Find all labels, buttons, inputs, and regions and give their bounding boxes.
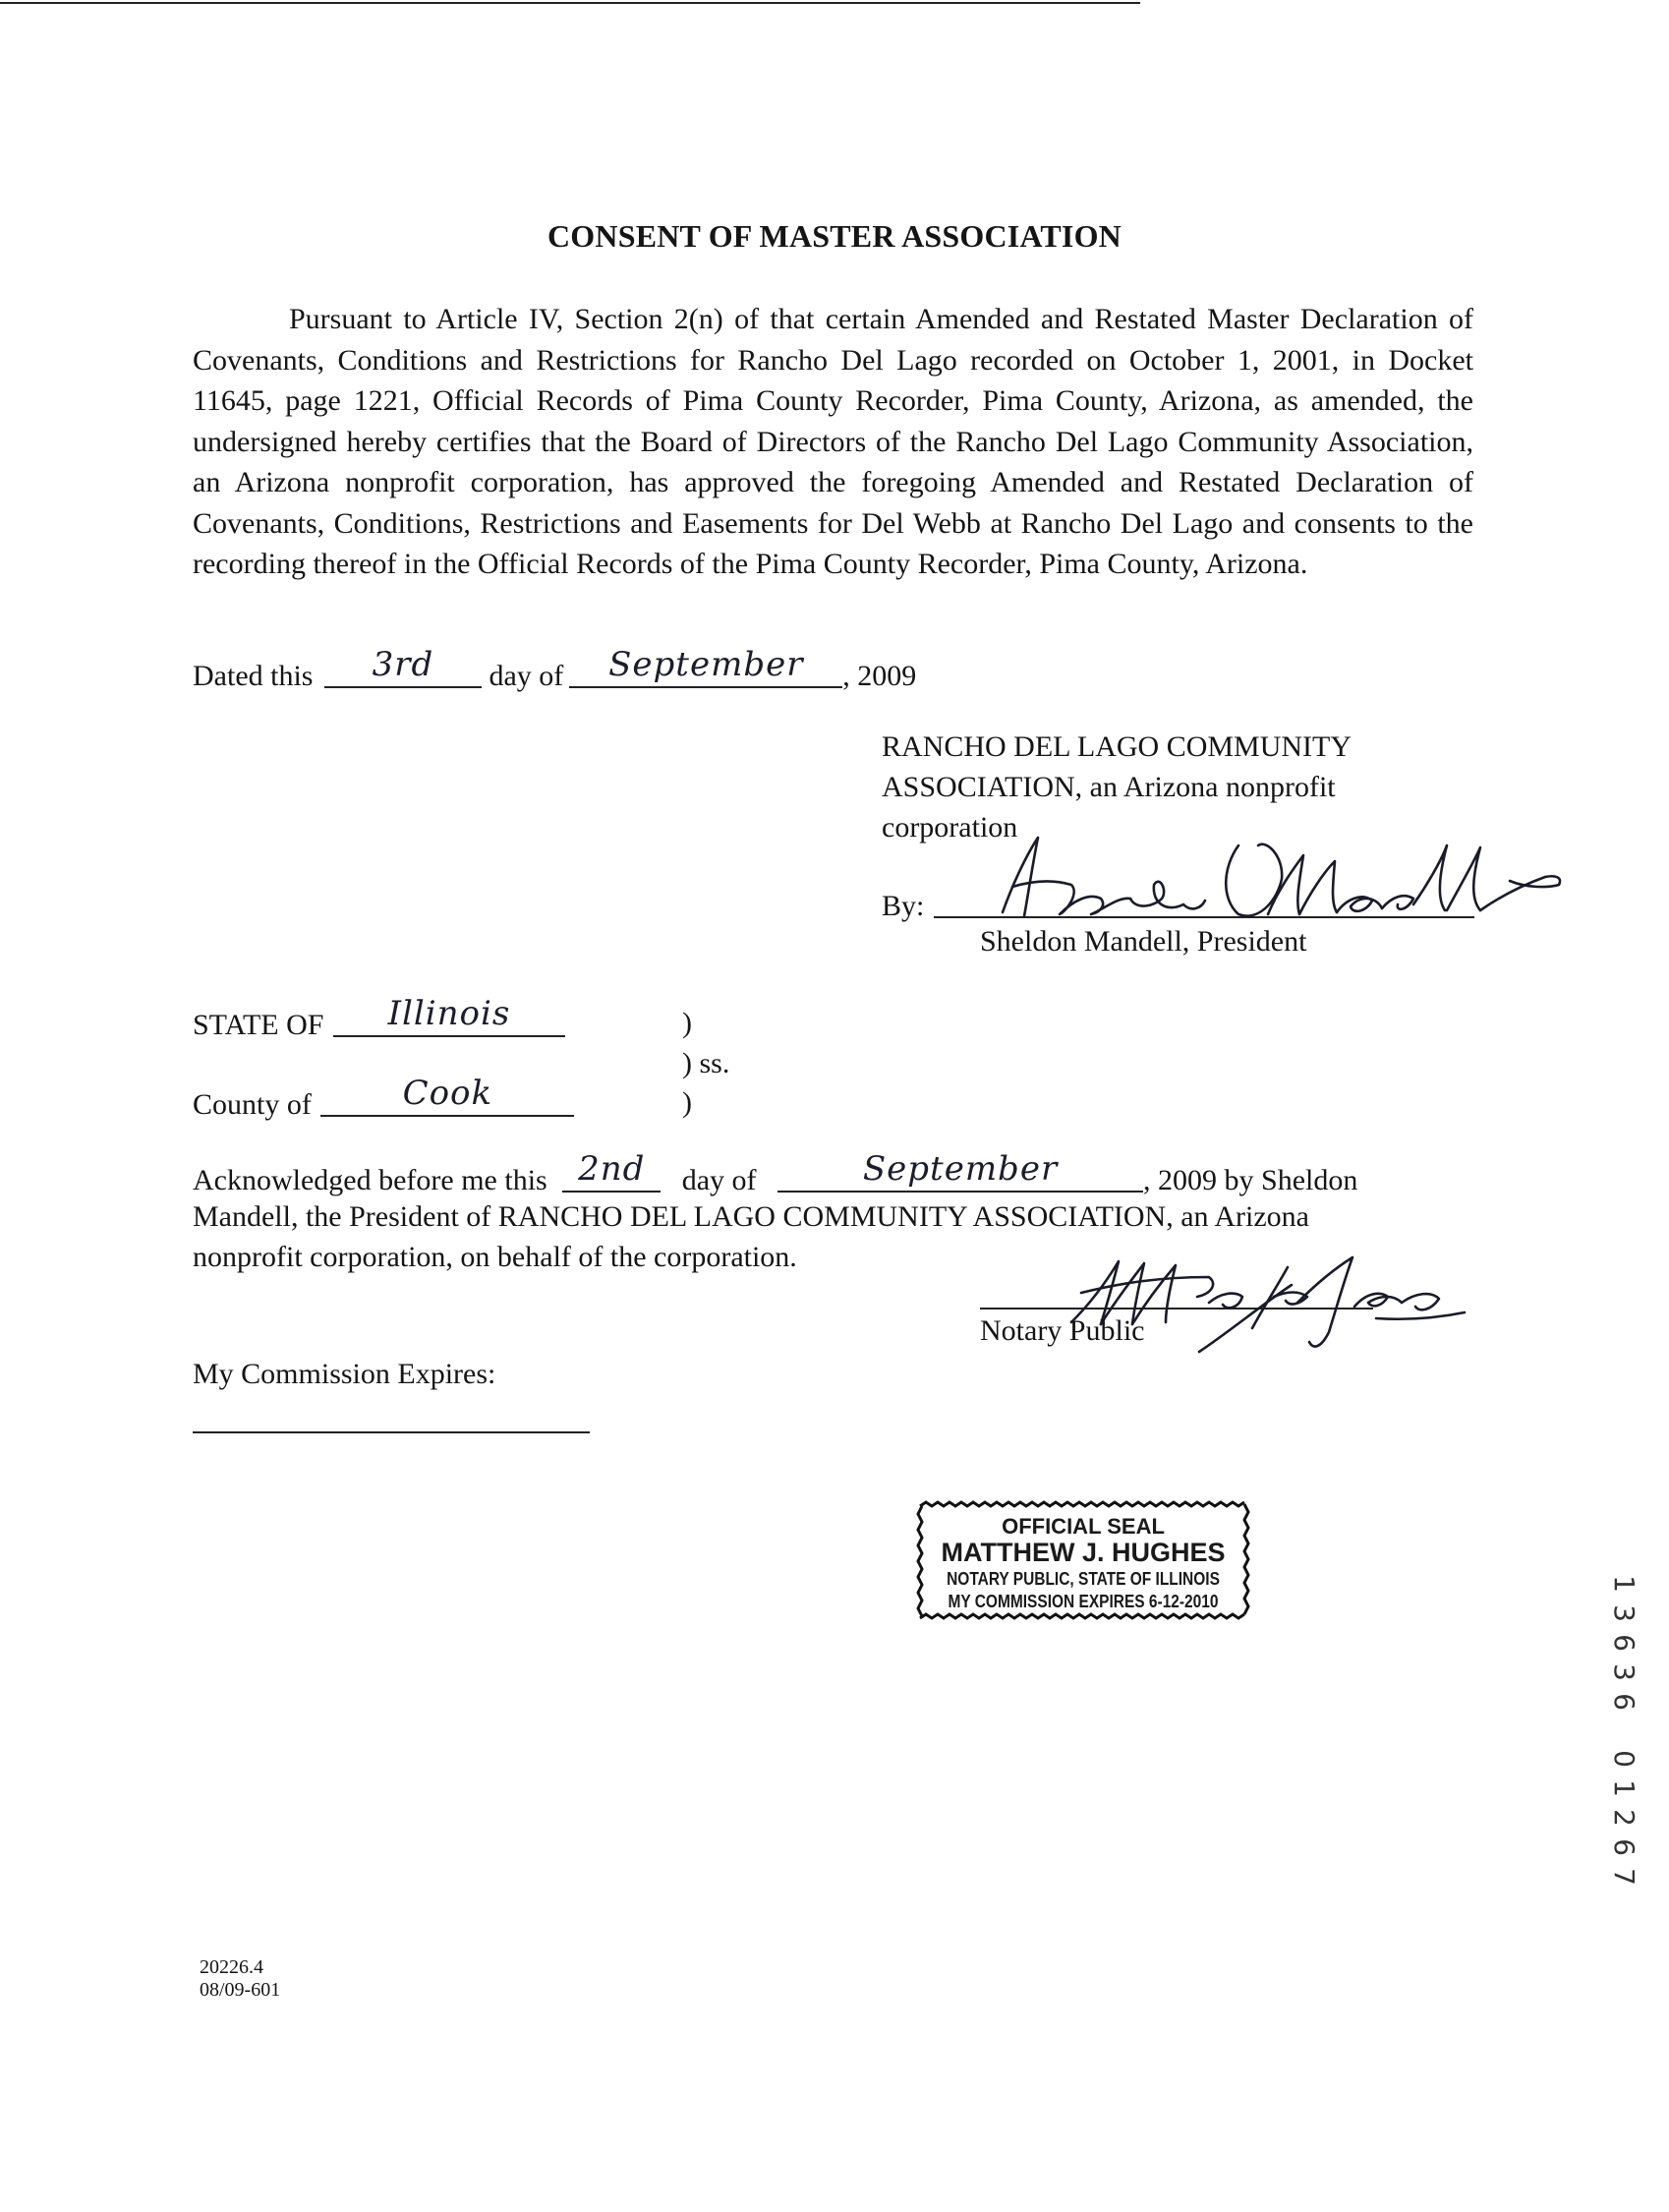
recording-digit: 6 xyxy=(1608,1634,1640,1652)
seal-line-name: MATTHEW J. HUGHES xyxy=(941,1538,1226,1567)
ack-month-blank xyxy=(777,1149,1143,1193)
seal-line-expires: MY COMMISSION EXPIRES 6-12-2010 xyxy=(948,1592,1219,1611)
recording-digit: 0 xyxy=(1608,1750,1640,1768)
signer-name-title: Sheldon Mandell, President xyxy=(980,925,1307,958)
state-line xyxy=(193,994,565,1043)
venue-paren-1: ) xyxy=(682,1007,692,1039)
recording-digit: 7 xyxy=(1608,1868,1640,1886)
state-handwritten: Illinois xyxy=(387,994,511,1033)
top-scan-rule xyxy=(0,2,1140,4)
ack-day-blank xyxy=(562,1149,661,1193)
ack-middle: day of xyxy=(681,1164,757,1196)
recording-digit: 3 xyxy=(1608,1604,1640,1622)
association-line-1: RANCHO DEL LAGO COMMUNITY xyxy=(882,730,1352,763)
state-label: STATE OF xyxy=(193,1009,324,1041)
president-signature xyxy=(944,816,1573,934)
dated-month-handwritten: September xyxy=(608,645,804,684)
county-blank xyxy=(320,1074,574,1117)
county-label: County of xyxy=(193,1088,312,1121)
ack-line-1 xyxy=(193,1149,1473,1198)
recording-digit: 6 xyxy=(1608,1838,1640,1856)
venue-paren-3: ) xyxy=(682,1086,692,1119)
association-line-2: ASSOCIATION, an Arizona nonprofit xyxy=(882,771,1336,803)
ack-day-handwritten: 2nd xyxy=(578,1149,646,1189)
dated-day-blank xyxy=(324,645,482,688)
consent-paragraph: Pursuant to Article IV, Section 2(n) of that certain Amended and Restated Master Declaration of Covenants, Conditions and Restrictions for Rancho Del Lago recorded on October 1, 2001, in Docket 11645, page 1221, Official Records of Pima County Recorder, Pima County, Arizona, as amended, the undersigned hereby certifies that the Board of Directors of the Rancho Del Lago Community Association, an Arizona nonprofit corporation, has approved the foregoing Amended and Restated Declaration of Covenants, Conditions, Restrictions and Easements for Del Webb at Rancho Del Lago and consents to the recording thereof in the Official Records of the Pima County Recorder, Pima County, Arizona. xyxy=(193,303,1473,580)
footer-code-2: 08/09-601 xyxy=(200,1979,281,2001)
dated-prefix: Dated this xyxy=(193,660,314,692)
commission-blank xyxy=(193,1431,590,1433)
dated-middle: day of xyxy=(489,660,564,692)
recording-digit: 6 xyxy=(1608,1693,1640,1711)
venue-paren-ss: ) ss. xyxy=(682,1047,730,1079)
dated-month-blank xyxy=(569,645,842,688)
footer-code-1: 20226.4 xyxy=(200,1956,263,1978)
dated-day-handwritten: 3rd xyxy=(372,645,434,684)
dated-line xyxy=(193,645,917,694)
ack-month-handwritten: September xyxy=(862,1149,1059,1189)
county-handwritten: Cook xyxy=(402,1074,493,1113)
ack-line1-suffix: , 2009 by Sheldon xyxy=(1143,1164,1358,1196)
county-line xyxy=(193,1074,574,1123)
ack-prefix: Acknowledged before me this xyxy=(193,1164,547,1196)
dated-suffix: , 2009 xyxy=(842,660,917,692)
recording-number-vertical xyxy=(1608,1569,1640,1892)
seal-line-notary: NOTARY PUBLIC, STATE OF ILLINOIS xyxy=(947,1569,1220,1589)
by-line xyxy=(882,889,924,924)
commission-label: My Commission Expires: xyxy=(193,1358,496,1390)
seal-line-official: OFFICIAL SEAL xyxy=(1002,1514,1165,1539)
association-line-3: corporation xyxy=(882,811,1018,844)
document-title: CONSENT OF MASTER ASSOCIATION xyxy=(547,218,1122,254)
ack-line-2: Mandell, the President of RANCHO DEL LAGO COMMUNITY ASSOCIATION, an Arizona xyxy=(193,1200,1310,1233)
notary-seal-stamp xyxy=(912,1496,1254,1626)
by-label: By: xyxy=(882,890,925,922)
notary-public-label: Notary Public xyxy=(980,1314,1145,1347)
recording-digit: 2 xyxy=(1608,1809,1640,1827)
recording-digit: 3 xyxy=(1608,1663,1640,1681)
recording-digit: 1 xyxy=(1608,1575,1640,1593)
recording-digit: 1 xyxy=(1608,1779,1640,1797)
state-blank xyxy=(333,994,565,1037)
ack-line-3: nonprofit corporation, on behalf of the corporation. xyxy=(193,1241,797,1273)
